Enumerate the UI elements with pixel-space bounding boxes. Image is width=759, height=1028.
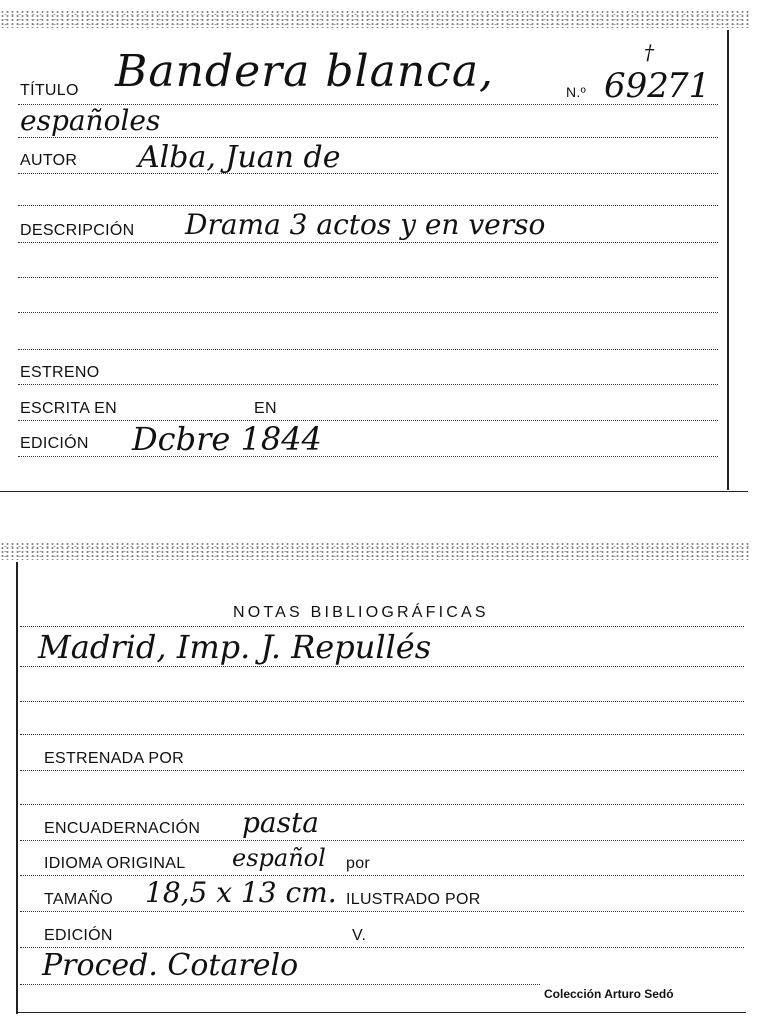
edicion-label: EDICIÓN xyxy=(20,435,89,452)
numero-value: 692 xyxy=(604,66,669,106)
catalog-card-bottom xyxy=(0,538,759,1028)
idioma-original-line xyxy=(20,875,744,876)
notas-line-4 xyxy=(20,734,744,735)
estreno-label: ESTRENO xyxy=(20,364,100,381)
procedencia-line xyxy=(20,984,540,985)
edicion-line xyxy=(18,456,718,457)
ilustrado-por-label: ILUSTRADO POR xyxy=(346,891,481,908)
notas-line-2 xyxy=(20,666,744,667)
numero-suffix: 71 xyxy=(667,66,711,106)
autor-value: Alba, Juan de xyxy=(138,140,341,175)
card-bottom-edge-texture xyxy=(0,542,750,560)
autor-line xyxy=(18,173,718,174)
card-top-bottom-edge xyxy=(0,491,748,492)
notas-line-3 xyxy=(20,701,744,702)
notas-heading: NOTAS BIBLIOGRÁFICAS xyxy=(233,604,489,621)
blank-line-4 xyxy=(18,349,718,350)
encuadernacion-label: ENCUADERNACIÓN xyxy=(44,820,201,837)
notas-line-1 xyxy=(20,626,744,627)
tamano-line xyxy=(20,911,744,912)
edicion-label-bottom: EDICIÓN xyxy=(44,927,113,944)
por-label: por xyxy=(346,855,371,872)
estrenada-por-line xyxy=(20,770,744,771)
edicion-value: Dcbre 1844 xyxy=(132,420,322,458)
blank-line-5 xyxy=(20,804,744,805)
card-right-border xyxy=(727,30,729,490)
numero-label: N.º xyxy=(566,84,587,100)
card-left-border xyxy=(16,562,18,1014)
escrita-en-line xyxy=(18,420,718,421)
titulo-value: Bandera blanca, xyxy=(115,46,495,97)
titulo-line-2 xyxy=(18,137,718,138)
tamano-value: 18,5 x 13 cm. xyxy=(145,876,337,909)
card-bottom-edge xyxy=(18,1012,746,1013)
estreno-line xyxy=(18,384,718,385)
idioma-original-label: IDIOMA ORIGINAL xyxy=(44,855,186,872)
encuadernacion-line xyxy=(20,840,744,841)
en-label: EN xyxy=(254,400,277,417)
v-label: V. xyxy=(352,927,367,944)
estrenada-por-label: ESTRENADA POR xyxy=(44,750,184,767)
blank-line-1 xyxy=(18,205,718,206)
descripcion-label: DESCRIPCIÓN xyxy=(20,222,135,239)
dagger-mark: † xyxy=(644,40,654,64)
autor-label: AUTOR xyxy=(20,152,78,169)
tamano-label: TAMAÑO xyxy=(44,891,114,908)
procedencia-value: Proced. Cotarelo xyxy=(42,948,299,983)
blank-line-2 xyxy=(18,277,718,278)
collection-footer: Colección Arturo Sedó xyxy=(544,987,674,1001)
titulo-label: TÍTULO xyxy=(20,82,79,99)
notas-value: Madrid, Imp. J. Repullés xyxy=(38,628,432,666)
blank-line-3 xyxy=(18,312,718,313)
escrita-en-label: ESCRITA EN xyxy=(20,400,117,417)
titulo-continuation: españoles xyxy=(20,104,161,137)
card-top-edge-texture xyxy=(0,10,750,28)
catalog-card-top xyxy=(0,0,759,495)
idioma-original-value: español xyxy=(232,844,326,872)
encuadernacion-value: pasta xyxy=(242,806,319,839)
descripcion-line xyxy=(18,242,718,243)
descripcion-value: Drama 3 actos y en verso xyxy=(185,208,546,241)
